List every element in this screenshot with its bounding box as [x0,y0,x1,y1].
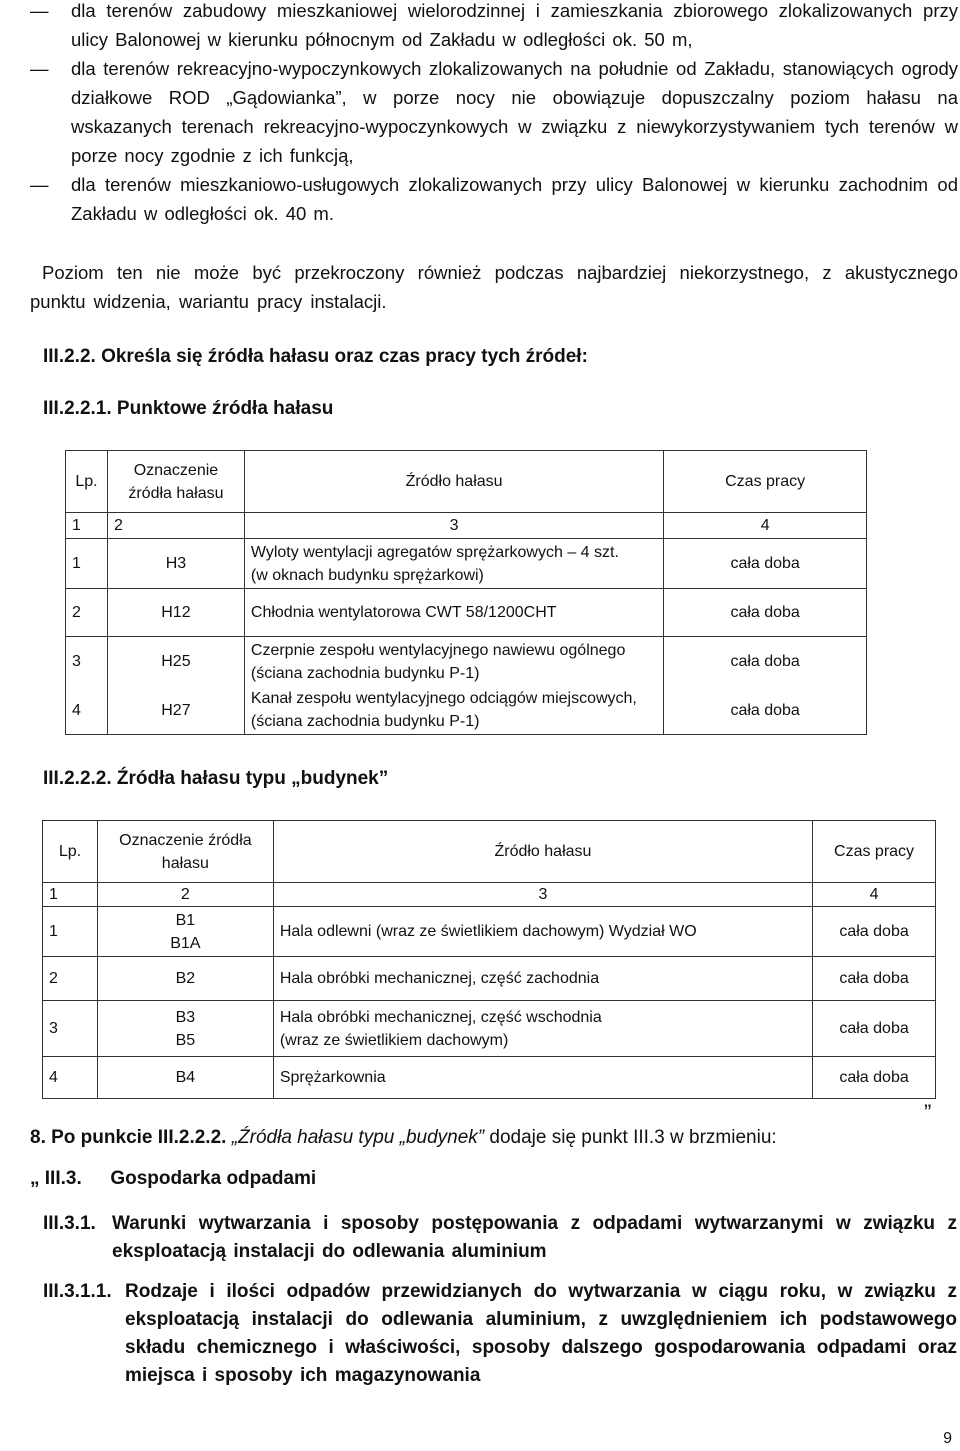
header-cell: Źródło hałasu [273,821,812,883]
section-heading: III.2.2. Określa się źródła hałasu oraz czas pracy tych źródeł: [43,346,588,367]
header-cell: Lp. [66,451,108,513]
bullet-text: dla terenów rekreacyjno-wypoczynkowych zlokalizowanych na południe od Zakładu, stanowiących ogrody działkowe ROD „Gądowianka”, w porze nocy nie obowiązuje dopuszczalny poziom hałasu na wskazanych terenach rekreacyjno-wypoczynkowych w związku z niewykorzystywaniem tych terenów w porze nocy zgodnie z ich funkcją, [71,58,958,166]
section-3-heading [30,1166,316,1192]
row-time: cała doba [664,637,867,687]
point-sources-table [65,450,867,735]
row-time: cała doba [813,1057,936,1099]
row-time: cała doba [664,687,867,735]
row-source: Chłodnia wentylatorowa CWT 58/1200CHT [244,589,663,637]
row-lp: 2 [66,589,108,637]
row-source [244,539,663,589]
row-code: H3 [107,539,244,589]
table-row [66,637,867,687]
source-line: (ściana zachodnia budynku P-1) [250,664,480,682]
section-number: „ III.3. [30,1168,82,1189]
source-line: (wraz ze świetlikiem dachowym) [279,1031,509,1049]
table-row [43,907,936,957]
bullet-item [30,54,958,170]
column-number: 4 [813,883,936,907]
row-lp: 4 [66,687,108,735]
row-source: Hala odlewni (wraz ze świetlikiem dachowym) Wydział WO [273,907,812,957]
row-lp: 1 [43,907,98,957]
dash-marker: — [30,174,49,195]
source-line: (w oknach budynku sprężarkowi) [250,566,484,584]
row-time: cała doba [664,539,867,589]
bullet-text: dla terenów zabudowy mieszkaniowej wielorodzinnej i zamieszkania zbiorowego zlokalizowanych przy ulicy Balonowej w kierunku północnym od Zakładu w odległości ok. 50 m, [71,0,958,50]
column-number: 2 [97,883,273,907]
source-line: Czerpnie zespołu wentylacyjnego nawiewu ogólnego [250,641,626,659]
row-lp: 2 [43,957,98,1001]
source-line: Hala obróbki mechanicznej, część wschodnia [279,1008,602,1026]
table-row [43,1057,936,1099]
section-number: III.3.1.1. [43,1281,112,1302]
source-line: (ściana zachodnia budynku P-1) [250,713,480,731]
table-row [66,687,867,735]
row-time: cała doba [664,589,867,637]
section-number: III.3.1. [43,1213,96,1234]
row-code: B2 [97,957,273,1001]
section-title: Gospodarka odpadami [110,1168,317,1189]
section-text: Warunki wytwarzania i sposoby postępowania z odpadami wytwarzanymi w związku z eksploatacją instalacji do odlewania aluminium [112,1213,957,1262]
header-cell: Lp. [43,821,98,883]
source-line: Kanał zespołu wentylacyjnego odciągów miejscowych, [250,690,637,708]
dash-marker: — [30,0,49,21]
column-number: 2 [107,513,244,539]
bullet-list [30,0,958,228]
header-cell: Źródło hałasu [244,451,663,513]
row-time: cała doba [813,907,936,957]
point-tail: dodaje się punkt III.3 w brzmieniu: [489,1127,777,1148]
code-line: B5 [175,1031,196,1049]
row-source [244,687,663,735]
bullet-item [30,170,958,228]
row-time: cała doba [813,1001,936,1057]
column-number: 1 [43,883,98,907]
column-number-row [66,513,867,539]
section-heading: III.2.2.1. Punktowe źródła hałasu [43,398,334,419]
row-source: Hala obróbki mechanicznej, część zachodnia [273,957,812,1001]
row-code [97,907,273,957]
row-code: H25 [107,637,244,687]
section-3-1 [43,1210,957,1266]
row-code [97,1001,273,1057]
dash-marker: — [30,58,49,79]
body-paragraph: Poziom ten nie może być przekroczony również podczas najbardziej niekorzystnego, z akustycznego punktu widzenia, wariantu pracy instalacji. [30,262,958,312]
row-source [244,637,663,687]
table-header-row [66,451,867,513]
table-header-row [43,821,936,883]
row-code: H27 [107,687,244,735]
header-cell: Czas pracy [664,451,867,513]
row-time: cała doba [813,957,936,1001]
row-code: B4 [97,1057,273,1099]
point-lead: 8. Po punkcie III.2.2.2. [30,1127,227,1148]
section-text: Rodzaje i ilości odpadów przewidzianych do wytwarzania w ciągu roku, w związku z eksploatacją instalacji do odlewania aluminium, z uwzględnieniem ich podstawowego składu chemicznego i właściwości, sposoby dalszego gospodarowania odpadami oraz miejsca i sposoby ich magazynowania [125,1281,957,1386]
bullet-text: dla terenów mieszkaniowo-usługowych zlokalizowanych przy ulicy Balonowej w kierunku zachodnim od Zakładu w odległości ok. 40 m. [71,174,958,224]
header-cell: Oznaczenie źródła hałasu [97,821,273,883]
row-lp: 3 [66,637,108,687]
source-line: Wyloty wentylacji agregatów sprężarkowych – 4 szt. [250,543,619,561]
code-line: B1 [175,911,196,929]
page-number: 9 [943,1430,952,1447]
column-number: 3 [244,513,663,539]
row-lp: 3 [43,1001,98,1057]
row-source [273,1001,812,1057]
section-heading: III.2.2.2. Źródła hałasu typu „budynek” [43,768,389,789]
building-sources-table [42,820,936,1099]
row-source: Sprężarkownia [273,1057,812,1099]
table-row [66,589,867,637]
section-3-1-1 [43,1278,957,1390]
table-row [43,1001,936,1057]
row-code: H12 [107,589,244,637]
table-row [66,539,867,589]
row-lp: 4 [43,1057,98,1099]
closing-quote: ” [924,1100,932,1125]
column-number-row [43,883,936,907]
amendment-point-8 [30,1125,777,1151]
code-line: B1A [170,934,201,952]
column-number: 3 [273,883,812,907]
bullet-item [30,0,958,54]
row-lp: 1 [66,539,108,589]
header-cell: Oznaczenie źródła hałasu [107,451,244,513]
header-cell: Czas pracy [813,821,936,883]
column-number: 4 [664,513,867,539]
point-italic: „Źródła hałasu typu „budynek” [231,1127,485,1148]
table-row [43,957,936,1001]
column-number: 1 [66,513,108,539]
code-line: B3 [175,1008,196,1026]
